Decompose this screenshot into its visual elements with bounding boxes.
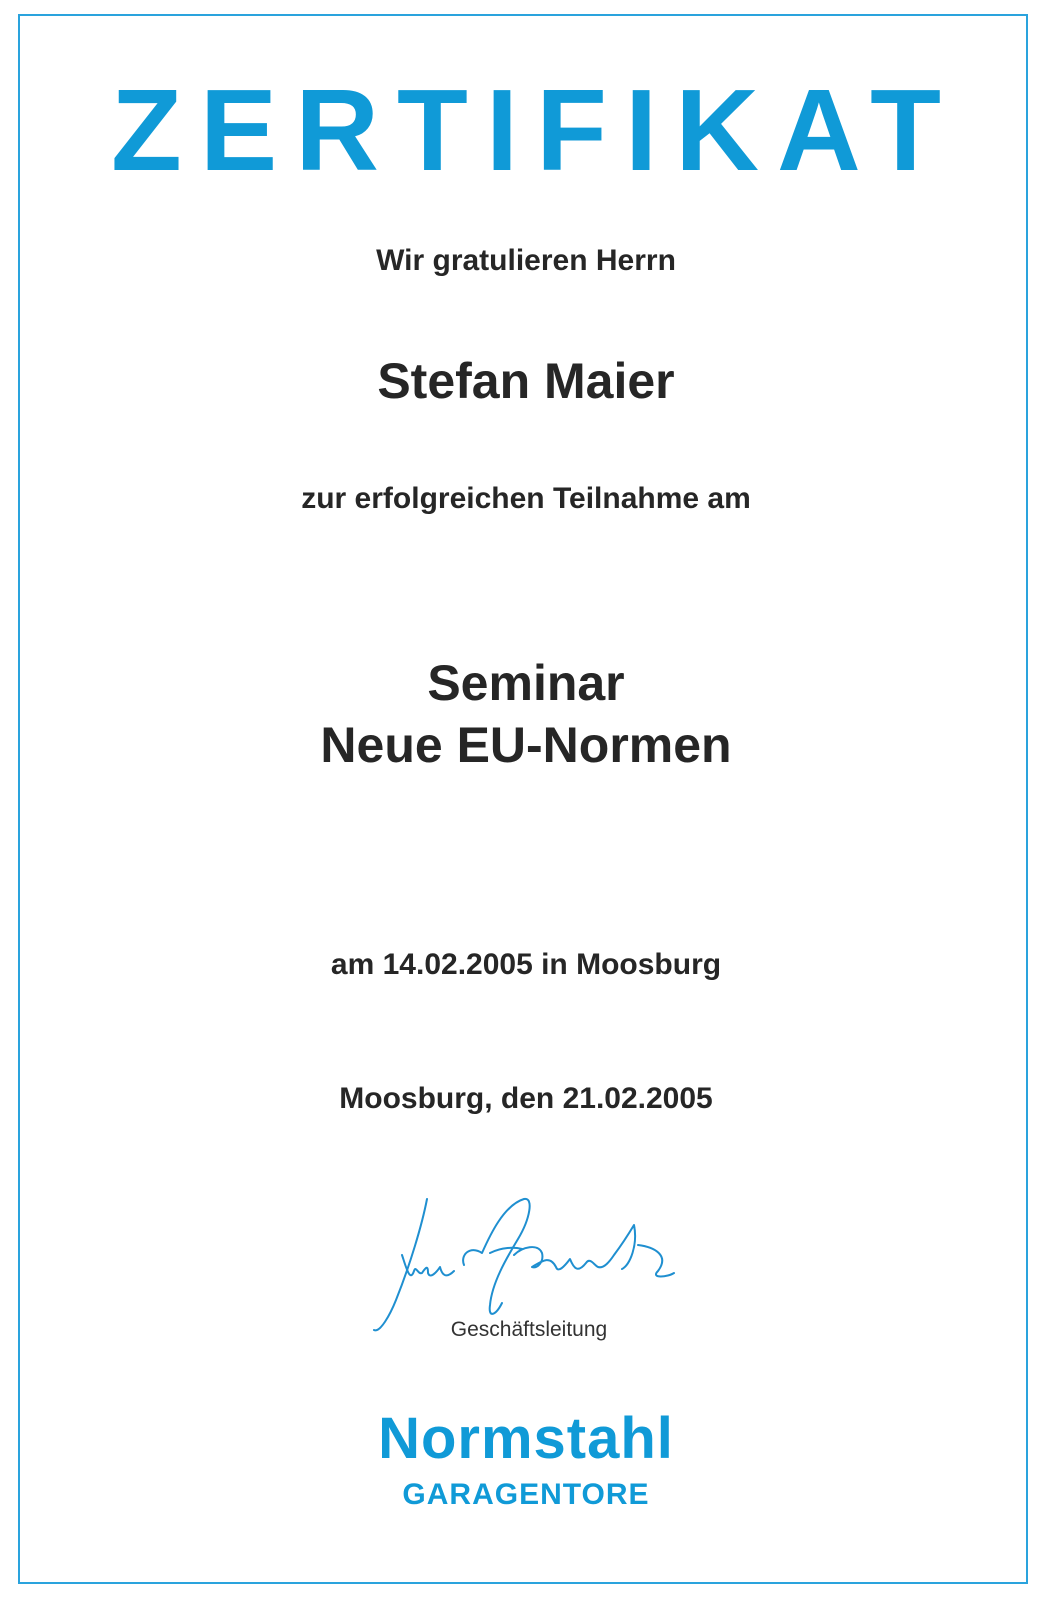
brand-subtitle: GARAGENTORE: [402, 1478, 650, 1511]
signature-role-label: Geschäftsleitung: [450, 1318, 608, 1341]
participation-text: zur erfolgreichen Teilnahme am: [301, 482, 751, 515]
event-date-place: am 14.02.2005 in Moosburg: [330, 948, 722, 981]
greeting-text: Wir gratulieren Herrn: [376, 244, 676, 277]
recipient-name: Stefan Maier: [377, 353, 675, 409]
course-title-line1: Seminar: [427, 655, 625, 711]
course-title-line2: Neue EU-Normen: [320, 717, 732, 773]
brand-logo-name: Normstahl: [378, 1406, 674, 1471]
certificate-title: ZERTIFIKAT: [111, 65, 959, 195]
issue-place-date: Moosburg, den 21.02.2005: [339, 1082, 713, 1115]
